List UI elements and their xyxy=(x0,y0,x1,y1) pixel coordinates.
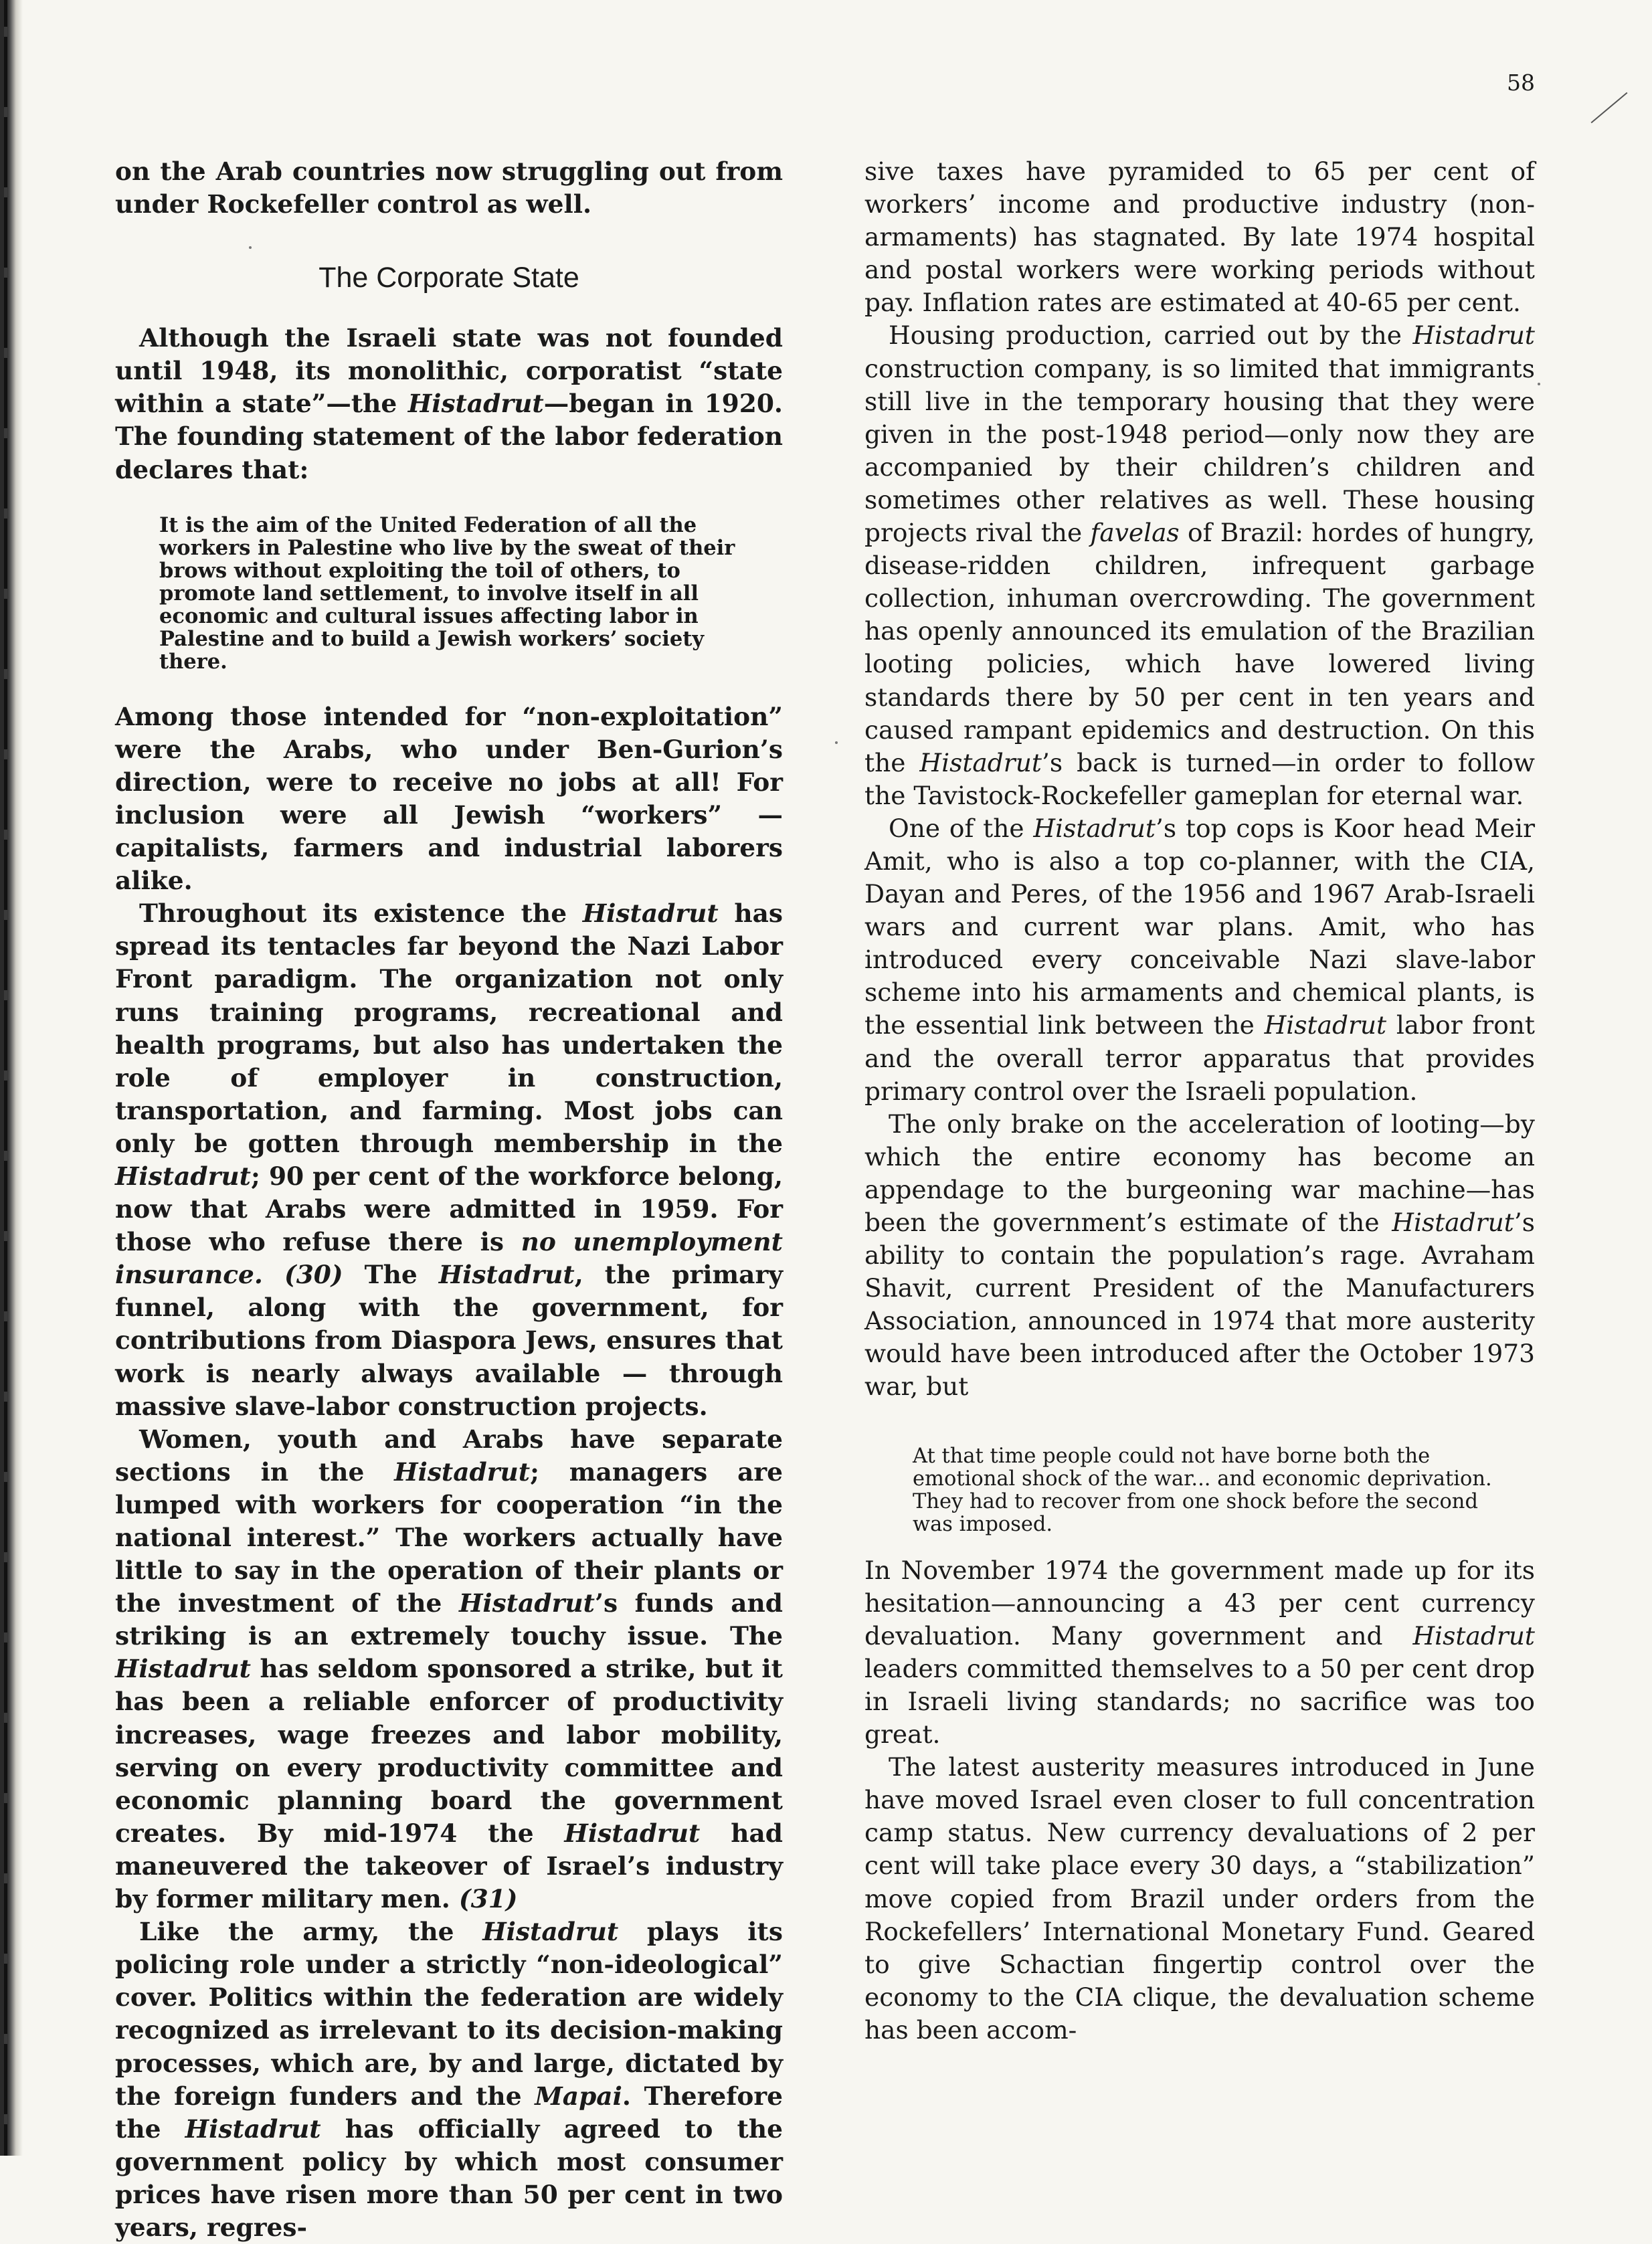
text-run: The xyxy=(343,1260,439,1290)
text-run: ; managers are lumped with workers for cooperation “in the national interest.” The workers actually have little to say in the operation of their plants or the investment of the xyxy=(115,1457,783,1618)
italic-run: no unemployment insurance. (30) xyxy=(115,1227,783,1290)
scan-speck xyxy=(1538,383,1540,385)
italic-run: Histadrut xyxy=(482,1917,619,1947)
italic-run: Histadrut xyxy=(115,1654,251,1684)
paragraph: sive taxes have pyramided to 65 per cent of workers’ income and productive industry (non-armaments) has stagnated. By late 1974 hospital and postal workers were working periods without pay. Inflation rates are estimated at 40-65 per cent. xyxy=(864,157,1535,318)
italic-run: Histadrut xyxy=(1033,813,1156,843)
italic-run: Histadrut xyxy=(438,1260,575,1290)
text-run: Housing production, carried out by the xyxy=(889,320,1413,351)
italic-run: favelas xyxy=(1090,518,1180,548)
text-run: has officially agreed to the government policy by which most consumer prices have risen more than 50 per cent in two years, regres- xyxy=(115,2114,783,2242)
text-run: —began in 1920. The founding statement of the labor federation declares that: xyxy=(115,389,783,484)
italic-run: Histadrut xyxy=(185,2114,321,2144)
paragraph: Among those intended for “non-exploitation” were the Arabs, who under Ben-Gurion’s direction, were to receive no jobs at all! For inclusion were all Jewish “workers” — capitalists, farmers and industrial laborers alike. xyxy=(115,701,783,896)
scan-speck xyxy=(835,741,838,744)
paragraph xyxy=(864,1108,1535,1404)
paragraph xyxy=(115,1915,783,2244)
text-run: The only brake on the acceleration of looting—by which the entire economy has become an appendage to the burgeoning war machine—has been the government’s estimate of the xyxy=(864,1109,1535,1237)
text-run: In November 1974 the government made up for its hesitation—announcing a 43 per cent currency devaluation. Many government and xyxy=(864,1555,1535,1651)
paragraph xyxy=(864,1554,1535,1752)
italic-run: Histadrut xyxy=(1412,320,1535,351)
text-run: leaders committed themselves to a 50 per cent drop in Israeli living standards; no sacrifice was too great. xyxy=(864,1653,1535,1750)
italic-run: Histadrut xyxy=(1392,1208,1514,1237)
text-run: One of the xyxy=(889,813,1034,843)
italic-run: Histadrut xyxy=(458,1588,595,1618)
text-run: Throughout its existence the xyxy=(139,899,583,929)
italic-run: Histadrut xyxy=(582,899,719,929)
italic-run: Histadrut xyxy=(564,1818,701,1848)
block-quote: At that time people could not have borne both the emotional shock of the war... and economic deprivation. They had to recover from one shock before the second was imposed. xyxy=(913,1444,1492,1536)
text-run: construction company, is so limited that immigrants still live in the temporary housing that they were given in the post-1948 period—only now they are accompanied by their children’s children and sometimes other relatives as well. These housing projects rival the xyxy=(864,353,1535,548)
right-column xyxy=(864,155,1535,2047)
text-run: ’s back is turned—in order to follow the Tavistock-Rockefeller gameplan for eternal war. xyxy=(864,747,1535,810)
paragraph: The latest austerity measures introduced in June have moved Israel even closer to full concentration camp status. New currency devaluations of 2 per cent will take place every 30 days, a “stabilization” move copied from Brazil under orders from the Rockefellers’ International Monetary Fund. Geared to give Schactian fingertip control over the economy to the CIA clique, the devaluation scheme has been accom- xyxy=(864,1752,1535,2045)
paragraph xyxy=(864,319,1535,812)
section-heading: The Corporate State xyxy=(318,262,579,294)
left-column xyxy=(115,155,783,2244)
binding-edge xyxy=(0,0,23,2156)
text-run: ; 90 per cent of the workforce belong, now that Arabs were admitted in 1959. For those who refuse there is xyxy=(115,1161,783,1257)
text-run: plays its policing role under a strictly “non-ideological” cover. Politics within the federation are widely recognized as irrelevant to its decision-making processes, which are, by and large, dictated by the foreign funders and the xyxy=(115,1917,783,2111)
text-run: Like the army, the xyxy=(139,1917,483,1947)
paragraph xyxy=(115,1423,783,1915)
stray-pen-mark xyxy=(1591,92,1628,124)
text-run: labor front and the overall terror apparatus that provides primary control over the Israeli population. xyxy=(864,1010,1535,1106)
block-quote: It is the aim of the United Federation of all the workers in Palestine who live by the sweat of their brows without exploiting the toil of others, to promote land settlement, to involve itself in all economic and cultural issues affecting labor in Palestine and to build a Jewish workers’ society there. xyxy=(159,512,735,674)
text-run: . Therefore the xyxy=(115,2081,783,2144)
italic-run: Mapai xyxy=(535,2081,622,2111)
text-run: Women, youth and Arabs have separate sections in the xyxy=(115,1424,783,1487)
paragraph xyxy=(864,812,1535,1108)
page-number: 58 xyxy=(1507,70,1535,96)
text-run: , the primary funnel, along with the government, for contributions from Diaspora Jews, ensures that work is nearly always available — through massive slave-labor construction projects. xyxy=(115,1260,784,1421)
paragraph xyxy=(115,897,783,1423)
text-run: had maneuvered the takeover of Israel’s industry by former military men. xyxy=(115,1818,783,1914)
text-run: ’s funds and striking is an extremely touchy issue. The xyxy=(115,1588,783,1651)
text-run: Although the Israeli state was not founded until 1948, its monolithic, corporatist “state within a state”—the xyxy=(115,323,783,419)
italic-run: Histadrut xyxy=(407,389,544,419)
text-run: ’s top cops is Koor head Meir Amit, who is also a top co-planner, with the CIA, Dayan and Peres, of the 1956 and 1967 Arab-Israeli wars and current war plans. Amit, who has introduced every conceivable Nazi slave-labor scheme into his armaments and chemical plants, is the essential link between the xyxy=(864,813,1535,1040)
paragraph xyxy=(115,322,783,486)
text-run: ’s ability to contain the population’s rage. Avraham Shavit, current President of the Manufacturers Association, announced in 1974 that more austerity would have been introduced after the October 1973 war, but xyxy=(864,1208,1535,1402)
intro-paragraph: on the Arab countries now struggling out from under Rockefeller control as well. xyxy=(115,157,783,219)
text-run: of Brazil: hordes of hungry, disease-ridden children, infrequent garbage collection, inhuman overcrowding. The government has openly announced its emulation of the Brazilian looting policies, which have lowered living standards there by 50 per cent in ten years and caused rampant epidemics and destruction. On this the xyxy=(864,518,1535,777)
italic-run: Histadrut xyxy=(1412,1620,1535,1651)
italic-run: (31) xyxy=(458,1884,518,1914)
text-run: has spread its tentacles far beyond the Nazi Labor Front paradigm. The organization not only runs training programs, recreational and health programs, but also has undertaken the role of employer in construction, transportation, and farming. Most jobs can only be gotten through membership in the xyxy=(115,899,784,1158)
italic-run: Histadrut xyxy=(394,1457,531,1487)
italic-run: Histadrut xyxy=(919,747,1042,777)
text-run: has seldom sponsored a strike, but it has been a reliable enforcer of productivity increases, wage freezes and labor mobility, serving on every productivity committee and economic planning board the government creates. By mid-1974 the xyxy=(115,1654,783,1848)
italic-run: Histadrut xyxy=(115,1161,251,1191)
italic-run: Histadrut xyxy=(1264,1010,1387,1040)
